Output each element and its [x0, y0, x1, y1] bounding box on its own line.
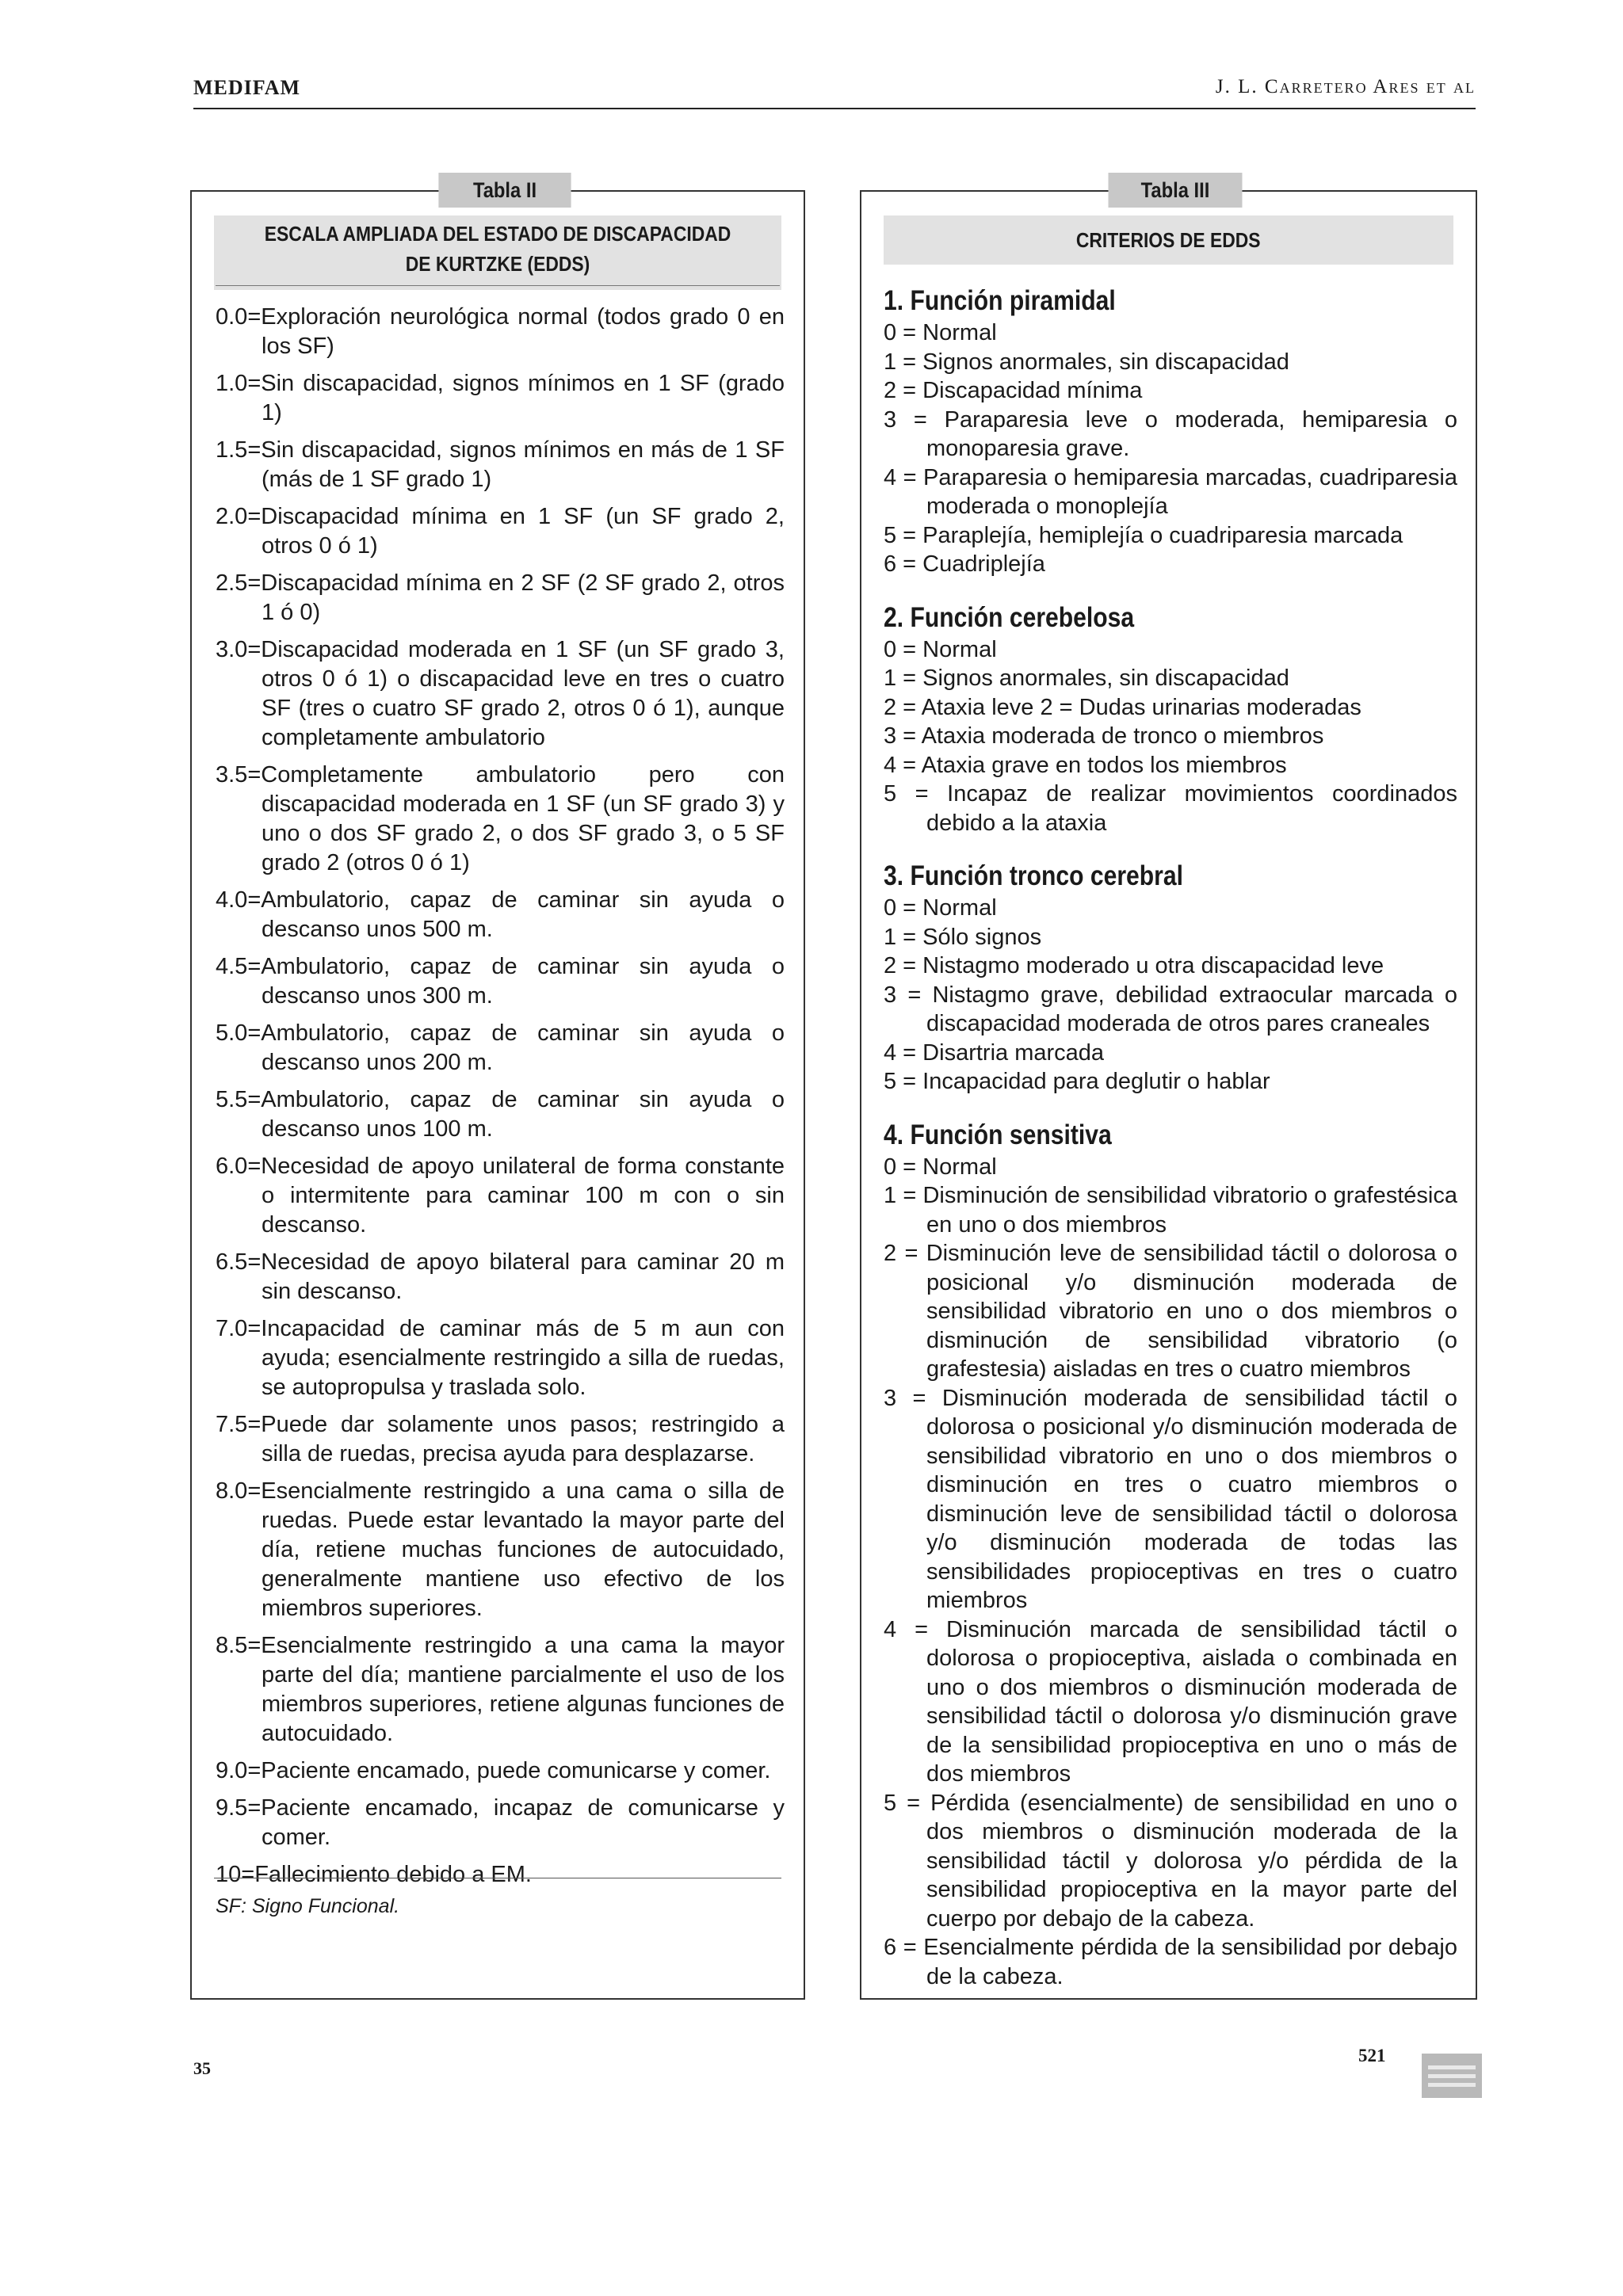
edss-scale-item-text: 8.5=Esencialmente restringido a una cama la mayor parte del día; mantiene parcialmente el uso de los miembros superiores, retiene algunas funciones de autocuidado.	[216, 1633, 785, 1746]
edss-scale-item-text: 4.5=Ambulatorio, capaz de caminar sin ayuda o descanso unos 300 m.	[216, 954, 785, 1009]
criteria-grade-item: 2 = Discapacidad mínima	[884, 378, 1143, 403]
edss-scale-item-text: 3.5=Completamente ambulatorio pero con discapacidad moderada en 1 SF (un SF grado 3) y uno o dos SF grado 2, o dos SF grado 3, o 5 SF grado 2 (otros 0 ó 1)	[216, 762, 785, 875]
edss-scale-item	[216, 1410, 785, 1469]
criteria-grade-item: 5 = Incapaz de realizar movimientos coordinados debido a la ataxia	[884, 781, 1457, 836]
edss-scale-item-text: 5.5=Ambulatorio, capaz de caminar sin ayuda o descanso unos 100 m.	[216, 1087, 785, 1142]
criteria-section-title: 2. Función cerebelosa	[884, 601, 1135, 633]
criteria-grade-item: 5 = Pérdida (esencialmente) de sensibilidad en uno o dos miembros o disminución moderada de la sensibilidad táctil y dolorosa y/o pérdida de la sensibilidad propioceptiva en la mayor parte del cuerpo por debajo de la cabeza.	[884, 1790, 1457, 1932]
edss-scale-item	[216, 761, 785, 878]
criteria-grade-item: 1 = Sólo signos	[884, 924, 1042, 950]
edss-scale-item-text: 2.5=Discapacidad mínima en 2 SF (2 SF grado 2, otros 1 ó 0)	[216, 570, 785, 625]
criteria-section	[884, 1118, 1457, 1992]
criteria-grade-item: 4 = Disminución marcada de sensibilidad táctil o dolorosa o propioceptiva, aislada o combinada en uno o dos miembros o disminución moderada de sensibilidad táctil o dolorosa y/o disminución grave de la sensibilidad propioceptiva en uno o más de dos miembros	[884, 1616, 1457, 1787]
journal-name: MEDIFAM	[193, 76, 301, 99]
criteria-section-title: 1. Función piramidal	[884, 285, 1116, 316]
edss-scale-item-text: 8.0=Esencialmente restringido a una cama o silla de ruedas. Puede estar levantado la mayor parte del día, retiene muchas funciones de autocuidado, generalmente mantiene uso efectivo de los miembros superiores.	[216, 1478, 785, 1621]
criteria-section-title: 4. Función sensitiva	[884, 1119, 1112, 1150]
edss-scale-item	[216, 1860, 785, 1890]
edss-scale-item-text: 6.0=Necesidad de apoyo unilateral de forma constante o intermitente para caminar 100 m con o sin descanso.	[216, 1154, 785, 1238]
edss-scale-item-text: 7.0=Incapacidad de caminar más de 5 m aun con ayuda; esencialmente restringido a silla de ruedas, se autopropulsa y traslada solo.	[216, 1316, 785, 1400]
edss-scale-item	[216, 502, 785, 561]
criteria-grade-item: 4 = Paraparesia o hemiparesia marcadas, cuadriparesia moderada o monoplejía	[884, 464, 1457, 519]
criteria-grade-item: 5 = Paraplejía, hemiplejía o cuadriparesia marcada	[884, 522, 1403, 548]
page-number-right: 521	[1358, 2046, 1386, 2065]
edss-scale-item-text: 6.5=Necesidad de apoyo bilateral para caminar 20 m sin descanso.	[216, 1249, 785, 1304]
edss-scale-item	[216, 1314, 785, 1402]
edss-scale-item-text: 9.5=Paciente encamado, incapaz de comunicarse y comer.	[216, 1795, 785, 1850]
criteria-grade-item: 0 = Normal	[884, 636, 997, 662]
table-2-label: Tabla II	[438, 173, 571, 208]
table-2-footnote: SF: Signo Funcional.	[216, 1895, 400, 1917]
edss-scale-item-text: 9.0=Paciente encamado, puede comunicarse y comer.	[216, 1758, 771, 1783]
criteria-grade-item: 4 = Disartria marcada	[884, 1039, 1105, 1066]
edss-scale-item	[216, 569, 785, 627]
table-3-title-text: CRITERIOS DE EDDS	[1076, 228, 1261, 252]
criteria-grade-item: 2 = Ataxia leve 2 = Dudas urinarias moderadas	[884, 694, 1361, 720]
edss-scale-list	[216, 303, 785, 1897]
edss-scale-item-text: 7.5=Puede dar solamente unos pasos; restringido a silla de ruedas, precisa ayuda para desplazarse.	[216, 1412, 785, 1466]
table-3-title	[884, 215, 1453, 265]
criteria-grade-item: 3 = Ataxia moderada de tronco o miembros	[884, 723, 1324, 749]
criteria-grade-item: 3 = Disminución moderada de sensibilidad táctil o dolorosa o posicional y/o disminución moderada de sensibilidad vibratorio en uno o dos miembros o disminución en tres o cuatro miembros o disminución leve de sensibilidad táctil o dolorosa y/o disminución moderada de todas las sensibilidades propioceptivas en tres o cuatro miembros	[884, 1385, 1457, 1613]
edss-scale-item	[216, 369, 785, 428]
edds-criteria	[884, 284, 1457, 2012]
header-rule	[193, 108, 1476, 109]
criteria-section	[884, 859, 1457, 1097]
criteria-grade-item: 1 = Signos anormales, sin discapacidad	[884, 349, 1289, 375]
edss-scale-item	[216, 1756, 785, 1786]
table-2-title	[214, 215, 781, 290]
edss-scale-item	[216, 1248, 785, 1306]
edss-scale-item-text: 1.0=Sin discapacidad, signos mínimos en 1 SF (grado 1)	[216, 371, 785, 425]
criteria-grade-item: 6 = Esencialmente pérdida de la sensibilidad por debajo de la cabeza.	[884, 1935, 1457, 1989]
table-3-label: Tabla III	[1109, 173, 1243, 208]
edss-scale-item	[216, 1794, 785, 1852]
edss-scale-item-text: 1.5=Sin discapacidad, signos mínimos en más de 1 SF (más de 1 SF grado 1)	[216, 437, 785, 492]
edss-scale-item	[216, 1085, 785, 1144]
edss-scale-item	[216, 952, 785, 1011]
table-2-title-line-2: DE KURTZKE (EDDS)	[405, 252, 590, 276]
edss-scale-item-text: 0.0=Exploración neurológica normal (todos grado 0 en los SF)	[216, 304, 785, 359]
criteria-section	[884, 284, 1457, 579]
criteria-grade-item: 0 = Normal	[884, 895, 997, 921]
criteria-grade-item: 4 = Ataxia grave en todos los miembros	[884, 752, 1287, 778]
edss-scale-item-text: 5.0=Ambulatorio, capaz de caminar sin ayuda o descanso unos 200 m.	[216, 1020, 785, 1075]
edss-scale-item	[216, 1631, 785, 1749]
edss-scale-item	[216, 886, 785, 944]
edss-scale-item-text: 2.0=Discapacidad mínima en 1 SF (un SF grado 2, otros 0 ó 1)	[216, 504, 785, 559]
publisher-logo	[1422, 2054, 1482, 2098]
criteria-grade-item: 2 = Nistagmo moderado u otra discapacidad leve	[884, 953, 1384, 978]
criteria-grade-item: 6 = Cuadriplejía	[884, 551, 1045, 577]
criteria-grade-item: 0 = Normal	[884, 320, 997, 345]
table-2-title-line-1: ESCALA AMPLIADA DEL ESTADO DE DISCAPACIDAD	[264, 222, 731, 246]
edss-scale-item	[216, 436, 785, 494]
table-2-title-rule	[216, 285, 780, 286]
criteria-grade-item: 1 = Signos anormales, sin discapacidad	[884, 666, 1289, 691]
criteria-grade-item: 3 = Nistagmo grave, debilidad extraocular marcada o discapacidad moderada de otros pares craneales	[884, 982, 1457, 1036]
edss-scale-item-text: 3.0=Discapacidad moderada en 1 SF (un SF grado 3, otros 0 ó 1) o discapacidad leve en tres o cuatro SF (tres o cuatro SF grado 2, otros 0 ó 1), aunque completamente ambulatorio	[216, 637, 785, 750]
edss-scale-item-text: 4.0=Ambulatorio, capaz de caminar sin ayuda o descanso unos 500 m.	[216, 887, 785, 942]
table-2-box	[190, 177, 805, 2000]
edss-scale-item	[216, 303, 785, 361]
criteria-section-title: 3. Función tronco cerebral	[884, 860, 1184, 891]
criteria-grade-item: 5 = Incapacidad para deglutir o hablar	[884, 1069, 1270, 1094]
edss-scale-item	[216, 1477, 785, 1623]
edss-scale-item	[216, 635, 785, 753]
criteria-grade-item: 3 = Paraparesia leve o moderada, hemiparesia o monoparesia grave.	[884, 406, 1457, 461]
criteria-grade-item: 1 = Disminución de sensibilidad vibratorio o grafestésica en uno o dos miembros	[884, 1183, 1457, 1238]
edss-scale-item	[216, 1152, 785, 1240]
table-3-box	[860, 177, 1477, 2000]
criteria-section	[884, 601, 1457, 838]
criteria-grade-item: 2 = Disminución leve de sensibilidad táctil o dolorosa o posicional y/o disminución moderada de sensibilidad vibratorio en uno o dos miembros o disminución de sensibilidad vibratorio (o grafestesia) aisladas en tres o cuatro miembros	[884, 1241, 1457, 1382]
author-running-head: J. L. Carretero Ares et al	[1215, 76, 1476, 97]
edss-scale-item-text: 10=Fallecimiento debido a EM.	[216, 1862, 532, 1887]
criteria-grade-item: 0 = Normal	[884, 1154, 997, 1180]
page-number-left: 35	[193, 2058, 211, 2078]
edss-scale-item	[216, 1019, 785, 1077]
